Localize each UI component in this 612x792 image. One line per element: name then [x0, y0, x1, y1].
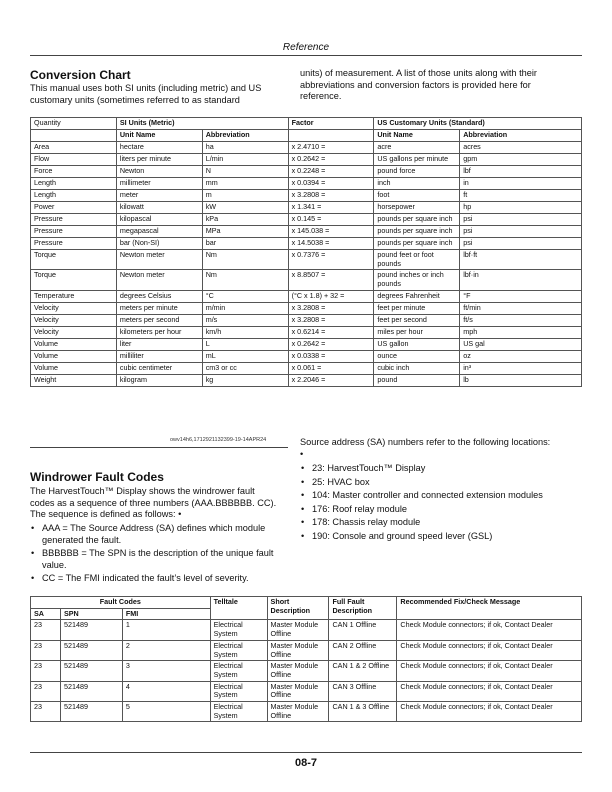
- table-row: [31, 142, 582, 154]
- factor-cell: x 3.2808 =: [288, 314, 374, 326]
- quantity-cell: Velocity: [31, 314, 117, 326]
- si-abbreviation-cell: kPa: [202, 214, 288, 226]
- si-unit-name-cell: meter: [116, 190, 202, 202]
- table-row: [31, 250, 582, 270]
- us-units-header: US Customary Units (Standard): [374, 118, 582, 130]
- sa-cell: 23: [31, 681, 61, 701]
- recommended-fix-cell: Check Module connectors; if ok, Contact Dealer: [397, 681, 582, 701]
- section-rule: [30, 447, 288, 448]
- us-unit-name-cell: pound feet or foot pounds: [374, 250, 460, 270]
- recommended-fix-header: Recommended Fix/Check Message: [397, 597, 582, 620]
- table-row: [31, 290, 582, 302]
- us-abbreviation-cell: lb: [460, 374, 582, 386]
- si-abbreviation-cell: bar: [202, 238, 288, 250]
- si-abbreviation-cell: L/min: [202, 154, 288, 166]
- sa-cell: 23: [31, 661, 61, 681]
- us-unit-name-cell: ounce: [374, 350, 460, 362]
- table-row: [31, 270, 582, 290]
- short-description-cell: Master Module Offline: [267, 702, 329, 722]
- us-unit-name-cell: US gallons per minute: [374, 154, 460, 166]
- table-row: [31, 350, 582, 362]
- spn-cell: 521489: [60, 661, 122, 681]
- us-unit-name-cell: pound inches or inch pounds: [374, 270, 460, 290]
- us-abbreviation-cell: mph: [460, 326, 582, 338]
- table-row: [31, 238, 582, 250]
- table-row: [31, 178, 582, 190]
- source-address-list: [300, 463, 567, 544]
- factor-cell: x 2.2046 =: [288, 374, 374, 386]
- si-unit-name-cell: milliliter: [116, 350, 202, 362]
- short-description-header: Short Description: [267, 597, 329, 620]
- spn-cell: 521489: [60, 620, 122, 640]
- table-row: [31, 314, 582, 326]
- si-unit-name-cell: kilowatt: [116, 202, 202, 214]
- list-item: • 23: HarvestTouch™ Display: [312, 463, 567, 475]
- conversion-intro-left: This manual uses both SI units (including metric) and US customary units (sometimes referred to as standard: [30, 83, 262, 105]
- si-unit-name-cell: cubic centimeter: [116, 362, 202, 374]
- quantity-cell: Power: [31, 202, 117, 214]
- table-row: [31, 338, 582, 350]
- footer-rule: [30, 752, 582, 753]
- si-unit-name-cell: hectare: [116, 142, 202, 154]
- us-unit-name-cell: miles per hour: [374, 326, 460, 338]
- list-item: • 25: HVAC box: [312, 477, 567, 489]
- si-abbreviation-cell: ha: [202, 142, 288, 154]
- running-header: Reference: [282, 42, 330, 53]
- us-abbreviation-cell: in³: [460, 362, 582, 374]
- si-abbreviation-cell: km/h: [202, 326, 288, 338]
- table-row: [31, 166, 582, 178]
- table-row: [31, 620, 582, 640]
- table-row: [31, 190, 582, 202]
- us-abbreviation-cell: lbf·in: [460, 270, 582, 290]
- fault-codes-table: [30, 596, 582, 722]
- conversion-intro-right: units) of measurement. A list of those units along with their abbreviations and conversion factors is provided here for reference.: [300, 68, 537, 101]
- spn-header: SPN: [60, 608, 122, 620]
- us-abbreviation-cell: acres: [460, 142, 582, 154]
- si-abbreviation-cell: °C: [202, 290, 288, 302]
- factor-header: Factor: [288, 118, 374, 130]
- table-row: [31, 154, 582, 166]
- sa-cell: 23: [31, 702, 61, 722]
- us-abbreviation-cell: ft/min: [460, 302, 582, 314]
- factor-cell: x 0.0394 =: [288, 178, 374, 190]
- full-description-cell: CAN 1 & 3 Offline: [329, 702, 397, 722]
- si-unit-name-cell: liters per minute: [116, 154, 202, 166]
- fmi-cell: 1: [122, 620, 210, 640]
- si-abbreviation-cell: L: [202, 338, 288, 350]
- si-unit-name-cell: kilometers per hour: [116, 326, 202, 338]
- sa-cell: 23: [31, 620, 61, 640]
- si-abbreviation-cell: Nm: [202, 270, 288, 290]
- quantity-cell: Area: [31, 142, 117, 154]
- si-unit-name-cell: megapascal: [116, 226, 202, 238]
- factor-cell: x 0.2248 =: [288, 166, 374, 178]
- factor-cell: x 3.2808 =: [288, 302, 374, 314]
- header-rule: [30, 55, 582, 56]
- quantity-cell: Volume: [31, 362, 117, 374]
- quantity-cell: Torque: [31, 270, 117, 290]
- si-unit-name-cell: degrees Celsius: [116, 290, 202, 302]
- telltale-cell: Electrical System: [210, 702, 267, 722]
- si-unit-name-cell: meters per second: [116, 314, 202, 326]
- list-item: • AAA = The Source Address (SA) defines which module generated the fault.: [42, 523, 292, 546]
- factor-cell: x 3.2808 =: [288, 190, 374, 202]
- sa-header: SA: [31, 608, 61, 620]
- factor-cell: x 145.038 =: [288, 226, 374, 238]
- si-unit-name-cell: kilogram: [116, 374, 202, 386]
- table-row: [31, 681, 582, 701]
- factor-cell: x 1.341 =: [288, 202, 374, 214]
- telltale-cell: Electrical System: [210, 620, 267, 640]
- us-unit-name-cell: acre: [374, 142, 460, 154]
- spn-cell: 521489: [60, 702, 122, 722]
- fault-codes-intro: The HarvestTouch™ Display shows the windrower fault codes as a sequence of three numbers (AAA.BBBBBB. CC). The sequence is defined as follows: •: [30, 486, 277, 519]
- factor-cell: x 0.2642 =: [288, 338, 374, 350]
- list-item: • 178: Chassis relay module: [312, 517, 567, 529]
- spn-cell: 521489: [60, 681, 122, 701]
- si-abbreviation-cell: m/min: [202, 302, 288, 314]
- si-abbreviation-cell: m: [202, 190, 288, 202]
- us-abbreviation-cell: gpm: [460, 154, 582, 166]
- si-unit-name-cell: kilopascal: [116, 214, 202, 226]
- si-units-header: SI Units (Metric): [116, 118, 288, 130]
- short-description-cell: Master Module Offline: [267, 661, 329, 681]
- us-abbreviation-cell: ft/s: [460, 314, 582, 326]
- factor-cell: x 0.0338 =: [288, 350, 374, 362]
- short-description-cell: Master Module Offline: [267, 620, 329, 640]
- fmi-cell: 2: [122, 640, 210, 660]
- sa-cell: 23: [31, 640, 61, 660]
- si-unit-name-cell: meters per minute: [116, 302, 202, 314]
- fault-sequence-list: [30, 523, 292, 587]
- si-abbreviation-cell: kg: [202, 374, 288, 386]
- factor-cell: x 0.7376 =: [288, 250, 374, 270]
- us-abbreviation-cell: US gal: [460, 338, 582, 350]
- factor-cell: x 0.2642 =: [288, 154, 374, 166]
- table-row: [31, 302, 582, 314]
- us-abbreviation-cell: °F: [460, 290, 582, 302]
- conversion-subheader-row: [31, 130, 582, 142]
- us-unit-name-cell: pounds per square inch: [374, 214, 460, 226]
- quantity-cell: Pressure: [31, 226, 117, 238]
- us-abbreviation-cell: lbf: [460, 166, 582, 178]
- us-unit-name-cell: feet per minute: [374, 302, 460, 314]
- si-unit-name-cell: Newton meter: [116, 250, 202, 270]
- factor-cell: x 8.8507 =: [288, 270, 374, 290]
- fmi-cell: 5: [122, 702, 210, 722]
- table-row: [31, 374, 582, 386]
- fmi-cell: 3: [122, 661, 210, 681]
- us-abbreviation-cell: in: [460, 178, 582, 190]
- quantity-cell: Volume: [31, 338, 117, 350]
- quantity-cell: Weight: [31, 374, 117, 386]
- full-description-header: Full Fault Description: [329, 597, 397, 620]
- telltale-cell: Electrical System: [210, 681, 267, 701]
- us-abbreviation-cell: hp: [460, 202, 582, 214]
- us-unit-name-cell: degrees Fahrenheit: [374, 290, 460, 302]
- full-description-cell: CAN 1 & 2 Offline: [329, 661, 397, 681]
- recommended-fix-cell: Check Module connectors; if ok, Contact Dealer: [397, 640, 582, 660]
- us-abbreviation-cell: lbf·ft: [460, 250, 582, 270]
- page-number: 08-7: [294, 757, 318, 769]
- us-unit-name-cell: pound force: [374, 166, 460, 178]
- table-row: [31, 362, 582, 374]
- si-unit-name-cell: Newton: [116, 166, 202, 178]
- quantity-cell: Pressure: [31, 214, 117, 226]
- table-row: [31, 661, 582, 681]
- quantity-cell: Velocity: [31, 326, 117, 338]
- table-row: [31, 326, 582, 338]
- table-row: [31, 640, 582, 660]
- us-unit-name-cell: pound: [374, 374, 460, 386]
- us-unit-name-cell: horsepower: [374, 202, 460, 214]
- us-unit-name-cell: inch: [374, 178, 460, 190]
- si-abbreviation-cell: N: [202, 166, 288, 178]
- si-unit-name-header: Unit Name: [116, 130, 202, 142]
- us-unit-name-cell: pounds per square inch: [374, 238, 460, 250]
- si-abbreviation-cell: cm3 or cc: [202, 362, 288, 374]
- recommended-fix-cell: Check Module connectors; if ok, Contact Dealer: [397, 620, 582, 640]
- us-unit-name-cell: US gallon: [374, 338, 460, 350]
- document-id: owv14h6,1712921132399-19-14APR24: [170, 437, 267, 443]
- short-description-cell: Master Module Offline: [267, 640, 329, 660]
- fmi-cell: 4: [122, 681, 210, 701]
- si-abbreviation-header: Abbreviation: [202, 130, 288, 142]
- fault-codes-title: Windrower Fault Codes: [30, 470, 164, 484]
- table-row: [31, 214, 582, 226]
- quantity-cell: Force: [31, 166, 117, 178]
- us-unit-name-cell: foot: [374, 190, 460, 202]
- quantity-cell: Torque: [31, 250, 117, 270]
- list-item: • 176: Roof relay module: [312, 504, 567, 516]
- quantity-cell: Length: [31, 178, 117, 190]
- us-unit-name-cell: pounds per square inch: [374, 226, 460, 238]
- full-description-cell: CAN 1 Offline: [329, 620, 397, 640]
- telltale-cell: Electrical System: [210, 640, 267, 660]
- list-item: • 104: Master controller and connected extension modules: [312, 490, 567, 502]
- full-description-cell: CAN 2 Offline: [329, 640, 397, 660]
- si-abbreviation-cell: m/s: [202, 314, 288, 326]
- list-item: • 190: Console and ground speed lever (GSL): [312, 531, 567, 543]
- si-unit-name-cell: bar (Non-SI): [116, 238, 202, 250]
- quantity-cell: Length: [31, 190, 117, 202]
- si-abbreviation-cell: MPa: [202, 226, 288, 238]
- us-abbreviation-cell: psi: [460, 238, 582, 250]
- factor-cell: x 14.5038 =: [288, 238, 374, 250]
- factor-cell: (°C x 1.8) + 32 =: [288, 290, 374, 302]
- list-item: • CC = The FMI indicated the fault’s level of severity.: [42, 573, 292, 585]
- table-row: [31, 202, 582, 214]
- sa-intro: Source address (SA) numbers refer to the following locations: •: [300, 437, 551, 459]
- conversion-table: [30, 117, 582, 387]
- quantity-cell: Volume: [31, 350, 117, 362]
- conversion-header-row: [31, 118, 582, 130]
- fault-header-row: [31, 597, 582, 609]
- spn-cell: 521489: [60, 640, 122, 660]
- table-row: [31, 226, 582, 238]
- us-abbreviation-header: Abbreviation: [460, 130, 582, 142]
- telltale-header: Telltale: [210, 597, 267, 620]
- quantity-header: Quantity: [31, 118, 117, 130]
- us-abbreviation-cell: psi: [460, 226, 582, 238]
- si-abbreviation-cell: mL: [202, 350, 288, 362]
- si-unit-name-cell: millimeter: [116, 178, 202, 190]
- table-row: [31, 702, 582, 722]
- factor-cell: x 2.4710 =: [288, 142, 374, 154]
- us-unit-name-cell: feet per second: [374, 314, 460, 326]
- telltale-cell: Electrical System: [210, 661, 267, 681]
- factor-cell: x 0.145 =: [288, 214, 374, 226]
- si-abbreviation-cell: Nm: [202, 250, 288, 270]
- quantity-cell: Flow: [31, 154, 117, 166]
- conversion-chart-title: Conversion Chart: [30, 68, 131, 82]
- recommended-fix-cell: Check Module connectors; if ok, Contact Dealer: [397, 661, 582, 681]
- quantity-cell: Temperature: [31, 290, 117, 302]
- us-unit-name-cell: cubic inch: [374, 362, 460, 374]
- us-abbreviation-cell: oz: [460, 350, 582, 362]
- factor-cell: x 0.6214 =: [288, 326, 374, 338]
- us-unit-name-header: Unit Name: [374, 130, 460, 142]
- recommended-fix-cell: Check Module connectors; if ok, Contact Dealer: [397, 702, 582, 722]
- si-abbreviation-cell: kW: [202, 202, 288, 214]
- list-item: • BBBBBB = The SPN is the description of the unique fault value.: [42, 548, 292, 571]
- factor-cell: x 0.061 =: [288, 362, 374, 374]
- quantity-cell: Pressure: [31, 238, 117, 250]
- si-abbreviation-cell: mm: [202, 178, 288, 190]
- fmi-header: FMI: [122, 608, 210, 620]
- fault-codes-header: Fault Codes: [31, 597, 211, 609]
- si-unit-name-cell: liter: [116, 338, 202, 350]
- full-description-cell: CAN 3 Offline: [329, 681, 397, 701]
- short-description-cell: Master Module Offline: [267, 681, 329, 701]
- quantity-cell: Velocity: [31, 302, 117, 314]
- si-unit-name-cell: Newton meter: [116, 270, 202, 290]
- us-abbreviation-cell: ft: [460, 190, 582, 202]
- us-abbreviation-cell: psi: [460, 214, 582, 226]
